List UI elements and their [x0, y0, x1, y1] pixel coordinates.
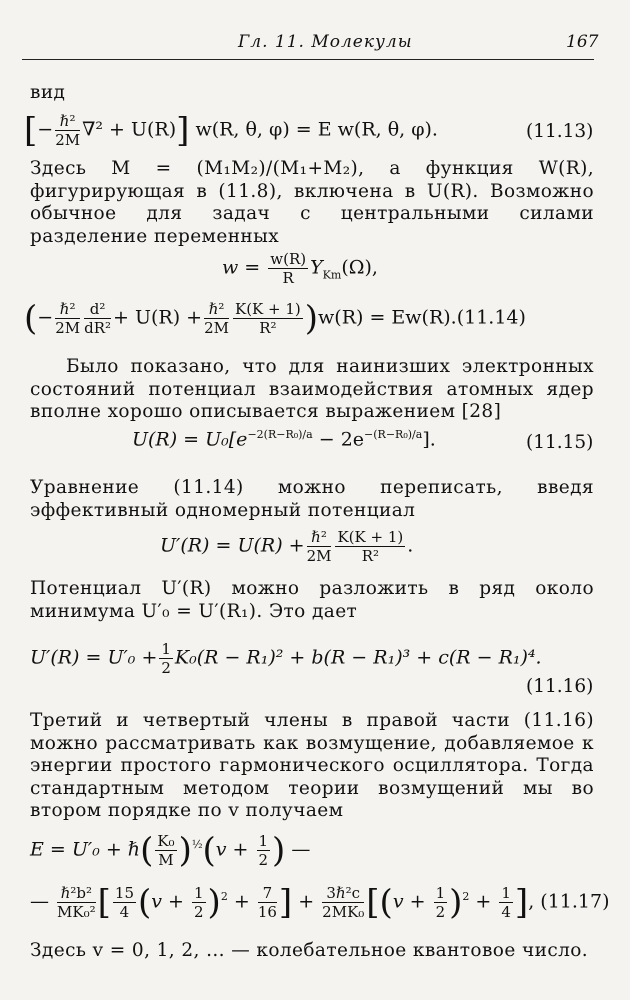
equation-11-16 [30, 640, 542, 677]
equation-number: (11.13) [526, 121, 594, 142]
header-rule [22, 59, 594, 60]
eq13-part-b: w(R, θ, φ) = E w(R, θ, φ). [195, 118, 438, 141]
page-header [0, 22, 630, 62]
equation-11-17-line1: E = U′₀ + ℏ( $\frac{\text{K₀}}{M}$ )$^{\frac{1}{2}}$(v + $\frac{1}{2}$ ) — [30, 830, 311, 871]
eq14-tail: w(R) = Ew(R). [318, 306, 457, 329]
frac-num: ℏ² [204, 300, 229, 319]
eq-w-rhs: Y [310, 256, 323, 279]
frac-num: ℏ² [55, 300, 80, 319]
paragraph-5: Третий и четвертый члены в правой части (11.16) можно рассматривать как возмущение, добавляемое к энергии простого гармонического осциллятора. Тогда стандартным методом теории возмущений мы во втором порядке по v получаем [30, 710, 594, 821]
frac-num: 1 [161, 640, 171, 658]
equation-number: (11.14) [456, 306, 526, 329]
equation-number: (11.17) [540, 890, 610, 913]
frac-num: w(R) [270, 250, 307, 268]
frac-den: R² [361, 547, 379, 565]
frac-den: 2MK₀ [322, 903, 365, 921]
frac-den: 2M [55, 131, 81, 149]
eq-w-lhs: w = [222, 256, 261, 279]
equation-number: (11.16) [526, 676, 594, 697]
eq13-part-a: ∇² + U(R) [82, 118, 177, 141]
eq15-end: ]. [422, 428, 436, 451]
frac-num: 15 [114, 884, 134, 902]
frac-den: MK₀² [57, 903, 96, 921]
frac-den: R² [259, 319, 277, 337]
eq14-mid: + U(R) + [113, 306, 203, 329]
page-number: 167 [566, 32, 599, 52]
frac-den: 4 [119, 903, 130, 921]
frac-num: ℏ² [55, 112, 80, 131]
eq-w-sub: Km [322, 268, 342, 282]
frac-num: 1 [435, 884, 446, 902]
frac-den: 4 [501, 903, 511, 921]
frac-num: 1 [501, 884, 511, 902]
frac-num: 1 [258, 832, 269, 850]
eq15-exp2: −(R−R₀)/a [364, 428, 423, 441]
paragraph-3: Уравнение (11.14) можно переписать, введя эффективный одномерный потенциал [30, 477, 594, 521]
paragraph-4: Потенциал U′(R) можно разложить в ряд около минимума U′₀ = U′(R₁). Это дает [30, 578, 594, 622]
equation-11-14: (− $\frac{\text{ℏ²}}{2M}$ $\frac{\text{d²}}{\text{dR²}}$ + U(R) + $\frac{\text{ℏ²}}{2M}$ $\frac{K(K + 1)}{\text{R²}}$ )w(R) = Ew(R).(11.14) [24, 298, 526, 339]
paragraph-1: Здесь M = (M₁M₂)/(M₁+M₂), а функция W(R), фигурирующая в (11.8), включена в U(R). Возможно обычное для задач с центральными силами разделение переменных [30, 158, 594, 247]
paragraph-vid: вид [30, 82, 66, 103]
eq-w-tail: (Ω), [341, 256, 378, 279]
frac-num: 1 [194, 884, 204, 902]
eq16-lhs: U′(R) = U′₀ + [30, 646, 158, 669]
eq15-main: U(R) = U₀[e [132, 428, 248, 451]
eq15-mid: − 2e [312, 428, 365, 451]
frac-den: 2 [258, 851, 269, 869]
equation-w [222, 250, 378, 287]
equation-11-15 [132, 428, 436, 450]
paragraph-2: Было показано, что для наинизших электронных состояний потенциал взаимодействия атомных ядер вполне хорошо описывается выражением [28] [30, 356, 594, 422]
equation-effective-potential: U′(R) = U(R) + $\frac{\text{ℏ²}}{2M}$ $\frac{K(K + 1)}{\text{R²}}$ . [160, 528, 414, 565]
frac-num: ℏ² [307, 528, 332, 547]
frac-den: 2M [306, 547, 332, 565]
eq16-tail: K₀(R − R₁)² + b(R − R₁)³ + c(R − R₁)⁴. [174, 646, 542, 669]
frac-den: M [158, 851, 174, 869]
paragraph-6: Здесь v = 0, 1, 2, ... — колебательное квантовое число. [30, 940, 589, 961]
frac-num: ℏ²b² [57, 884, 96, 903]
frac-num: K₀ [157, 832, 175, 850]
eq17-a: E = U′₀ + ℏ [30, 838, 141, 861]
equation-number: (11.15) [526, 432, 594, 453]
equation-11-13: [− $\frac{\text{ℏ²}}{2M}$ ∇² + U(R)] w(R, θ, φ) = E w(R, θ, φ). [24, 110, 438, 151]
frac-num: K(K + 1) [337, 528, 404, 546]
frac-den: 2 [435, 903, 446, 921]
frac-den: 2M [55, 319, 81, 337]
eq-eff-lhs: U′(R) = U(R) + [160, 534, 305, 557]
eq15-exp1: −2(R−R₀)/a [247, 428, 313, 441]
frac-den: 2 [194, 903, 204, 921]
frac-num: 7 [258, 884, 277, 903]
frac-den: 2M [204, 319, 229, 337]
frac-num: K(K + 1) [234, 300, 301, 318]
frac-num: d² [84, 300, 111, 319]
frac-den: 2 [161, 659, 171, 677]
equation-11-17-line2: — $\frac{\text{ℏ²b²}}{\text{MK₀²}}$ [ $\frac{15}{4}$ (v + $\frac{1}{2}$ )$^2$ + $\frac{7}{16}$ ] + $\frac{\text{3ℏ²c}}{\text{2MK₀}}$ [(v + $\frac{1}{2}$ )$^2$ + $\frac{1}{4}$ ], (11.17) [30, 882, 610, 923]
frac-num: 3ℏ²c [322, 884, 364, 903]
frac-den: dR² [84, 319, 112, 337]
frac-den: R [282, 269, 294, 287]
frac-den: 16 [257, 903, 277, 921]
running-title: Гл. 11. Молекулы [238, 32, 413, 52]
